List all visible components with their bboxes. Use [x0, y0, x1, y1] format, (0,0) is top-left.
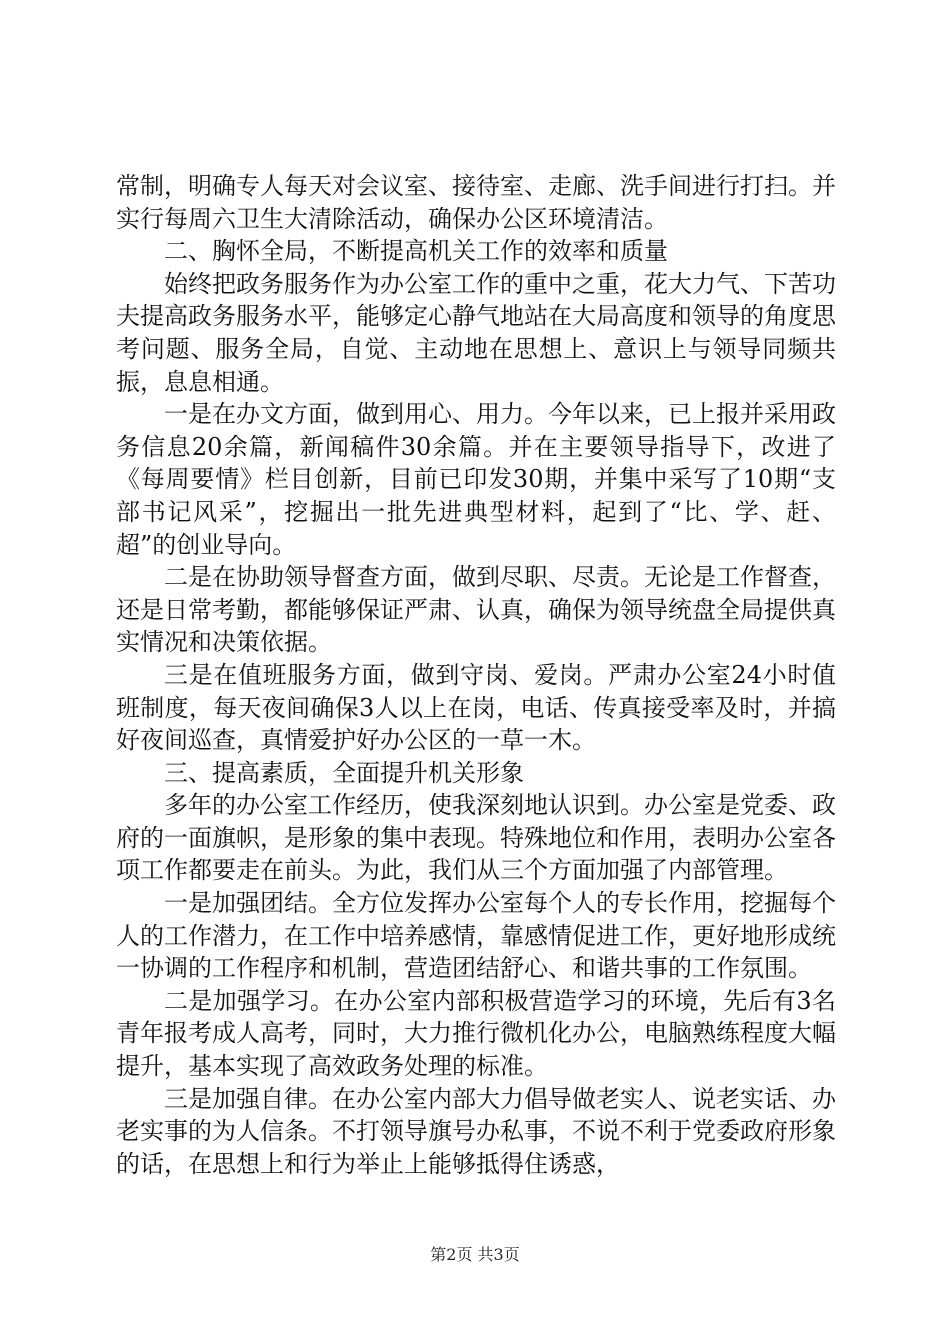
- paragraph-body: 二是在协助领导督查方面，做到尽职、尽责。无论是工作督查，还是日常考勤，都能够保证严肃、认真，确保为领导统盘全局提供真实情况和决策依据。: [116, 563, 836, 657]
- section-heading-3: 三、提高素质，全面提升机关形象: [164, 758, 524, 787]
- paragraph-body: 始终把政务服务作为办公室工作的重中之重，花大力气、下苦功夫提高政务服务水平，能够定心静气地站在大局高度和领导的角度思考问题、服务全局，自觉、主动地在思想上、意识上与领导同频共振，息息相通。: [116, 269, 836, 396]
- paragraph-continuation: 常制，明确专人每天对会议室、接待室、走廊、洗手间进行打扫。并实行每周六卫生大清除活动，确保办公区环境清洁。: [116, 172, 836, 233]
- paragraph-body: 二是加强学习。在办公室内部积极营造学习的环境，先后有3名青年报考成人高考，同时，大力推行微机化办公，电脑熟练程度大幅提升，基本实现了高效政务处理的标准。: [116, 986, 836, 1081]
- page-number-footer: 第2页 共3页: [430, 1245, 520, 1264]
- paragraph-body: 三是在值班服务方面，做到守岗、爱岗。严肃办公室24小时值班制度，每天夜间确保3人以上在岗，电话、传真接受率及时，并搞好夜间巡查，真情爱护好办公区的一草一木。: [116, 660, 836, 755]
- section-heading-2: 二、胸怀全局，不断提高机关工作的效率和质量: [164, 237, 668, 266]
- document-body: [116, 170, 836, 1180]
- paragraph-body: 一是加强团结。全方位发挥办公室每个人的专长作用，挖掘每个人的工作潜力，在工作中培养感情，靠感情促进工作，更好地形成统一协调的工作程序和机制，营造团结舒心、和谐共事的工作氛围。: [116, 889, 836, 983]
- paragraph-body: 三是加强自律。在办公室内部大力倡导做老实人、说老实话、办老实事的为人信条。不打领导旗号办私事，不说不利于党委政府形象的话，在思想上和行为举止上能够抵得住诱惑，: [116, 1084, 836, 1178]
- paragraph-body: 一是在办文方面，做到用心、用力。今年以来，已上报并采用政务信息20余篇，新闻稿件30余篇。并在主要领导指导下，改进了《每周要情》栏目创新，目前已印发30期，并集中采写了10期“支部书记风采”，挖掘出一批先进典型材料，起到了“比、学、赶、超”的创业导向。: [116, 400, 836, 559]
- paragraph-body: 多年的办公室工作经历，使我深刻地认识到。办公室是党委、政府的一面旗帜，是形象的集中表现。特殊地位和作用，表明办公室各项工作都要走在前头。为此，我们从三个方面加强了内部管理。: [116, 791, 836, 885]
